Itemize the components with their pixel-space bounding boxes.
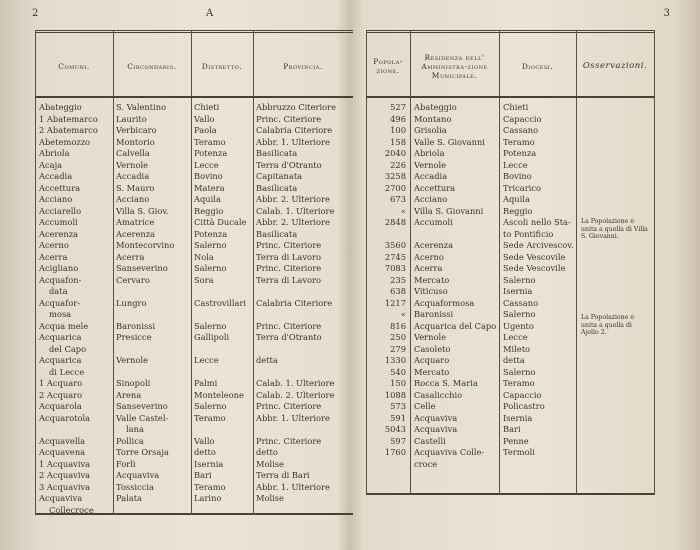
popolazione-cell: 250 <box>390 333 406 342</box>
comune-cell: Acerno <box>39 241 69 250</box>
distretto-cell: Bovino <box>194 172 223 181</box>
header-diocesi: Diocesi. <box>521 61 554 71</box>
circondario-cell: Montorio <box>116 137 155 147</box>
popolazione-cell: 3258 <box>384 172 406 181</box>
diocesi-cell: Sede Arcivescov. <box>503 241 574 250</box>
diocesi-cell: to Pontificio <box>503 229 554 239</box>
distretto-cell: Larino <box>194 494 222 503</box>
comune-cell: Acquarotola <box>39 413 91 423</box>
residenza-cell: Vernole <box>414 333 447 342</box>
comune-cell: di Lecce <box>49 367 85 377</box>
circondario-cell: Cervaro <box>116 275 150 285</box>
popolazione-cell: 100 <box>390 126 406 135</box>
distretto-cell: Vallo <box>194 114 215 124</box>
provincia-cell: Capitanata <box>256 172 303 181</box>
comune-cell: 1 Acquaro <box>39 379 83 388</box>
circondario-cell: Lungro <box>116 298 147 308</box>
provincia-cell: Calabria Citeriore <box>256 298 333 308</box>
diocesi-cell: detta <box>503 356 525 365</box>
comune-cell: Acquavena <box>39 448 86 457</box>
header-popolazione: Popola-zione. <box>373 57 403 75</box>
distretto-cell: Lecce <box>194 356 219 365</box>
distretto-cell: Salerno <box>194 321 227 331</box>
residenza-cell: croce <box>414 459 438 469</box>
diocesi-cell: Cassano <box>503 298 539 308</box>
popolazione-cell: 235 <box>390 275 406 285</box>
residenza-cell: Acquaro <box>414 356 450 365</box>
diocesi-cell: Lecce <box>503 160 528 170</box>
provincia-cell: Calab. 1. Ulteriore <box>256 206 335 216</box>
popolazione-cell: « <box>400 206 406 216</box>
provincia-cell: Princ. Citeriore <box>256 264 322 273</box>
circondario-cell: Vernole <box>116 356 149 365</box>
diocesi-cell: Lecce <box>503 333 528 342</box>
distretto-cell: Isernia <box>194 459 224 469</box>
residenza-cell: Viticuso <box>414 287 448 296</box>
circondario-cell: Torre Orsaja <box>116 448 169 457</box>
circondario-cell: S. Mauro <box>116 183 155 193</box>
circondario-cell: Tossiccia <box>116 482 154 492</box>
distretto-cell: Aquila <box>194 195 221 204</box>
residenza-cell: Acciano <box>414 195 448 204</box>
residenza-cell: Abateggio <box>414 103 457 112</box>
diocesi-cell: Salerno <box>503 275 536 285</box>
residenza-cell: Acerno <box>414 252 444 262</box>
comune-cell: 1 Acquaviva <box>39 459 91 469</box>
circondario-cell: Valle Castel- <box>116 413 169 423</box>
diocesi-cell: Penne <box>503 436 529 446</box>
comune-cell: 1 Abatemarco <box>39 114 98 124</box>
comune-cell: del Capo <box>49 344 87 354</box>
diocesi-cell: Sede Vescovile <box>503 264 566 273</box>
comune-cell: Acerenza <box>39 229 79 239</box>
header-circondario: Circondario. <box>127 61 177 71</box>
circondario-cell: Acerra <box>116 252 145 262</box>
residenza-cell: Acquaviva Colle- <box>414 448 485 457</box>
popolazione-cell: 2745 <box>384 252 406 262</box>
circondario-cell: Amatrice <box>116 218 155 227</box>
diocesi-cell: Bari <box>503 425 521 434</box>
diocesi-cell: Isernia <box>503 413 533 423</box>
circondario-cell: Sanseverino <box>116 264 168 273</box>
circondario-cell: Baronissi <box>116 321 156 331</box>
popolazione-cell: « <box>400 310 406 319</box>
residenza-cell: Castelli <box>414 436 446 446</box>
residenza-cell: Acquaformosa <box>414 298 475 308</box>
comune-cell: Acaja <box>39 160 63 170</box>
right-page-table <box>366 30 655 495</box>
residenza-cell: Montano <box>414 114 452 124</box>
header-comuni: Comuni. <box>58 61 90 71</box>
diocesi-cell: Capaccio <box>503 114 542 124</box>
residenza-cell: Vernole <box>414 160 447 170</box>
circondario-cell: Acerenza <box>116 229 156 239</box>
distretto-cell: Castrovillari <box>194 298 247 308</box>
right-page-number: 3 <box>663 8 670 19</box>
circondario-cell: Pollica <box>116 436 144 446</box>
provincia-cell: Abbruzzo Citeriore <box>256 103 337 112</box>
diocesi-cell: Teramo <box>503 379 535 388</box>
provincia-cell: Abbr. 2. Ulteriore <box>256 218 330 227</box>
comune-cell: Abriola <box>39 149 70 158</box>
popolazione-cell: 673 <box>390 195 406 204</box>
diocesi-cell: Tricarico <box>503 183 542 193</box>
circondario-cell: Presicce <box>116 333 152 342</box>
comune-cell: Accadia <box>39 172 73 181</box>
comune-cell: Accettura <box>39 183 81 193</box>
header-provincia: Provincia. <box>283 61 323 71</box>
circondario-cell: Acciano <box>116 195 150 204</box>
provincia-cell: Terra d'Otranto <box>256 160 322 170</box>
comune-cell: Acquavella <box>39 436 86 446</box>
popolazione-cell: 226 <box>390 160 406 170</box>
comune-cell: Acquaviva <box>39 494 83 503</box>
comune-cell: Abetemozzo <box>39 137 91 147</box>
distretto-cell: Monteleone <box>194 390 244 400</box>
popolazione-cell: 150 <box>390 379 406 388</box>
comune-cell: Acciarello <box>39 206 82 216</box>
provincia-cell: Calab. 2. Ulteriore <box>256 390 335 400</box>
circondario-cell: Vernole <box>116 160 149 170</box>
popolazione-cell: 540 <box>390 367 406 377</box>
provincia-cell: Molise <box>256 459 284 469</box>
residenza-cell: Rocca S. Maria <box>414 379 478 388</box>
diocesi-cell: Salerno <box>503 367 536 377</box>
comune-cell: Acquarica <box>39 356 82 365</box>
circondario-cell: Sanseverino <box>116 402 168 411</box>
header-distretto: Distretto. <box>201 61 243 71</box>
popolazione-cell: 7083 <box>384 264 406 273</box>
residenza-cell: Villa S. Giovanni <box>414 206 484 216</box>
comune-cell: Acqua mele <box>39 321 89 331</box>
distretto-cell: Chieti <box>194 103 220 112</box>
popolazione-cell: 638 <box>390 287 406 296</box>
residenza-cell: Mercato <box>414 275 450 285</box>
header-residenza: Residenza dell' Amministra-zione Municipale. <box>421 52 488 80</box>
comune-cell: Acquafon- <box>39 275 82 285</box>
circondario-cell: Palata <box>116 494 143 503</box>
diocesi-cell: Policastro <box>503 402 545 411</box>
provincia-cell: Princ. Citeriore <box>256 402 322 411</box>
comune-cell: Acquarola <box>39 402 82 411</box>
distretto-cell: Potenza <box>194 229 228 239</box>
popolazione-cell: 1088 <box>384 390 406 400</box>
diocesi-cell: Chieti <box>503 103 529 112</box>
circondario-cell: Accadia <box>116 172 150 181</box>
diocesi-cell: Sede Vescovile <box>503 252 566 262</box>
popolazione-cell: 5043 <box>384 425 406 434</box>
circondario-cell: Acquaviva <box>116 471 160 480</box>
provincia-cell: detta <box>256 356 278 365</box>
provincia-cell: Terra d'Otranto <box>256 333 322 342</box>
comune-cell: 2 Abatemarco <box>39 126 98 135</box>
residenza-cell: Casoleto <box>414 344 451 354</box>
diocesi-cell: Isernia <box>503 287 533 296</box>
popolazione-cell: 3560 <box>384 241 406 250</box>
circondario-cell: Forlì <box>116 459 136 469</box>
distretto-cell: Teramo <box>194 137 226 147</box>
circondario-cell: lana <box>126 425 144 434</box>
comune-cell: Acciano <box>39 195 73 204</box>
diocesi-cell: Termoli <box>503 448 535 457</box>
provincia-cell: Abbr. 1. Ulteriore <box>256 137 330 147</box>
residenza-cell: Grisolia <box>414 126 447 135</box>
signature-mark: A <box>206 8 214 19</box>
popolazione-cell: 816 <box>390 321 406 331</box>
comune-cell: 3 Acquaviva <box>39 482 91 492</box>
distretto-cell: Sora <box>194 275 214 285</box>
circondario-cell: Verbicaro <box>116 126 157 135</box>
comune-cell: Acerra <box>39 252 68 262</box>
distretto-cell: Reggio <box>194 206 224 216</box>
distretto-cell: Salerno <box>194 264 227 273</box>
comune-cell: data <box>49 287 68 296</box>
comune-cell: 2 Acquaro <box>39 390 83 400</box>
diocesi-cell: Bovino <box>503 172 532 181</box>
note-accumoli: La Popolazione è unita a quella di Villa S. Giovanni. <box>581 218 648 240</box>
distretto-cell: Salerno <box>194 241 227 250</box>
circondario-cell: Arena <box>116 390 142 400</box>
residenza-cell: Accettura <box>414 183 456 193</box>
distretto-cell: Città Ducale <box>194 218 247 227</box>
diocesi-cell: Cassano <box>503 126 539 135</box>
diocesi-cell: Potenza <box>503 149 537 158</box>
distretto-cell: Teramo <box>194 482 226 492</box>
residenza-cell: Accadia <box>414 172 448 181</box>
provincia-cell: Molise <box>256 494 284 503</box>
provincia-cell: Abbr. 1. Ulteriore <box>256 482 330 492</box>
distretto-cell: Teramo <box>194 413 226 423</box>
popolazione-cell: 1330 <box>384 356 406 365</box>
residenza-cell: Casalicchio <box>414 390 463 400</box>
left-page-table <box>35 30 353 515</box>
left-page-number: 2 <box>32 8 39 19</box>
residenza-cell: Celle <box>414 402 436 411</box>
provincia-cell: Terra di Bari <box>256 471 310 480</box>
distretto-cell: Potenza <box>194 149 228 158</box>
circondario-cell: Calvella <box>116 149 150 158</box>
circondario-cell: Montecorvino <box>116 241 175 250</box>
residenza-cell: Acquarica del Capo <box>414 321 497 331</box>
diocesi-cell: Capaccio <box>503 390 542 400</box>
diocesi-cell: Mileto <box>503 344 531 354</box>
diocesi-cell: Ugento <box>503 321 534 331</box>
diocesi-cell: Teramo <box>503 137 535 147</box>
provincia-cell: Princ. Citeriore <box>256 241 322 250</box>
popolazione-cell: 597 <box>390 436 406 446</box>
residenza-cell: Valle S. Giovanni <box>414 137 485 147</box>
popolazione-cell: 1217 <box>384 298 406 308</box>
circondario-cell: Sinopoli <box>116 379 151 388</box>
distretto-cell: Lecce <box>194 160 219 170</box>
header-osservazioni: Osservazioni. <box>582 60 648 71</box>
comune-cell: Accumoli <box>39 218 78 227</box>
popolazione-cell: 2700 <box>384 183 406 193</box>
popolazione-cell: 496 <box>390 114 406 124</box>
circondario-cell: S. Valentino <box>116 103 167 112</box>
comune-cell: Acigliano <box>39 264 79 273</box>
distretto-cell: Palmi <box>194 379 218 388</box>
diocesi-cell: Ascoli nello Sta- <box>503 218 571 227</box>
provincia-cell: Princ. Citeriore <box>256 436 322 446</box>
provincia-cell: Calab. 1. Ulteriore <box>256 379 335 388</box>
popolazione-cell: 573 <box>390 402 406 411</box>
popolazione-cell: 279 <box>390 344 406 354</box>
distretto-cell: Bari <box>194 471 212 480</box>
provincia-cell: Calabria Citeriore <box>256 126 333 135</box>
provincia-cell: Basilicata <box>256 229 298 239</box>
provincia-cell: Abbr. 2. Ulteriore <box>256 195 330 204</box>
circondario-cell: Laurito <box>116 114 147 124</box>
residenza-cell: Baronissi <box>414 310 454 319</box>
circondario-cell: Villa S. Giov. <box>116 206 169 216</box>
popolazione-cell: 158 <box>390 137 406 147</box>
provincia-cell: Terra di Lavoro <box>256 252 322 262</box>
residenza-cell: Mercato <box>414 367 450 377</box>
distretto-cell: Vallo <box>194 436 215 446</box>
distretto-cell: Matera <box>194 183 225 193</box>
provincia-cell: Terra di Lavoro <box>256 275 322 285</box>
distretto-cell: Salerno <box>194 402 227 411</box>
comune-cell: Abateggio <box>39 103 82 112</box>
provincia-cell: Basilicata <box>256 183 298 193</box>
residenza-cell: Accumoli <box>414 218 453 227</box>
residenza-cell: Acquaviva <box>414 425 458 434</box>
comune-cell: Collecroce <box>49 505 94 515</box>
residenza-cell: Acerra <box>414 264 443 273</box>
comune-cell: Acquafor- <box>39 298 81 308</box>
residenza-cell: Acerenza <box>414 241 454 250</box>
distretto-cell: Paola <box>194 126 217 135</box>
note-acquamele: La Popolazione è unita a quella di Ajello 2. <box>581 314 634 336</box>
residenza-cell: Abriola <box>414 149 445 158</box>
provincia-cell: detto <box>256 448 278 457</box>
provincia-cell: Princ. Citeriore <box>256 114 322 124</box>
distretto-cell: Gallipoli <box>194 333 230 342</box>
comune-cell: Acquarica <box>39 333 82 342</box>
comune-cell: mosa <box>49 310 72 319</box>
provincia-cell: Princ. Citeriore <box>256 321 322 331</box>
diocesi-cell: Aquila <box>503 195 530 204</box>
popolazione-cell: 591 <box>390 413 406 423</box>
residenza-cell: Acquaviva <box>414 413 458 423</box>
popolazione-cell: 2040 <box>384 149 406 158</box>
diocesi-cell: Salerno <box>503 310 536 319</box>
popolazione-cell: 527 <box>390 103 406 112</box>
popolazione-cell: 1760 <box>384 448 406 457</box>
popolazione-cell: 2848 <box>384 218 406 227</box>
distretto-cell: Nola <box>194 252 214 262</box>
distretto-cell: detto <box>194 448 216 457</box>
comune-cell: 2 Acquaviva <box>39 471 91 480</box>
provincia-cell: Basilicata <box>256 149 298 158</box>
provincia-cell: Abbr. 1. Ulteriore <box>256 413 330 423</box>
diocesi-cell: Reggio <box>503 206 533 216</box>
